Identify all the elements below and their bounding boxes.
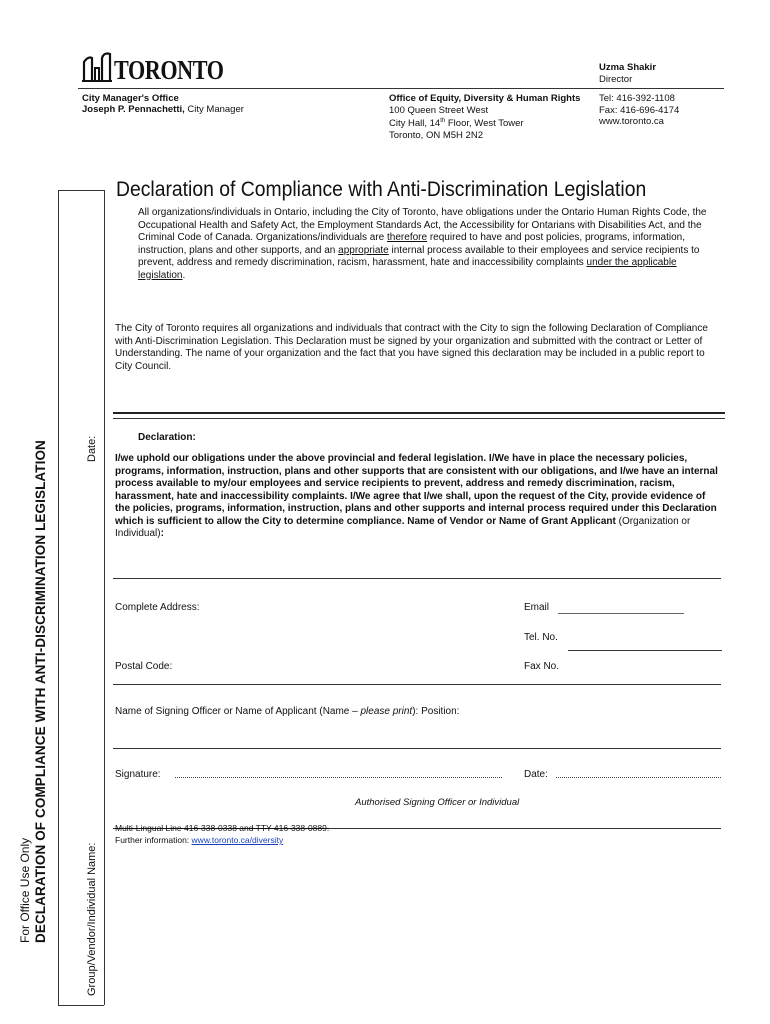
signature-field[interactable]: [175, 777, 502, 778]
section-divider-thin: [113, 418, 725, 419]
director-title: Director: [599, 74, 633, 85]
address-section-line: [113, 684, 721, 685]
web-line: www.toronto.ca: [599, 116, 664, 127]
office-date-label: Date:: [86, 435, 98, 462]
email-label: Email: [524, 602, 550, 613]
signing-officer-field[interactable]: [113, 748, 721, 749]
signature-label: Signature:: [115, 769, 161, 780]
complete-address-label: Complete Address:: [115, 602, 200, 613]
tel-line: Tel: 416-392-1108: [599, 93, 675, 104]
further-information: Further information: www.toronto.ca/diversity: [115, 835, 284, 845]
office-use-border-top: [58, 190, 104, 191]
authorised-signing-caption: Authorised Signing Officer or Individual: [355, 797, 520, 808]
header-rule-right: [591, 88, 724, 89]
city-manager-title: City Manager: [187, 104, 244, 115]
fax-line: Fax: 416-696-4174: [599, 104, 680, 116]
address-line-3: Toronto, ON M5H 2N2: [389, 129, 483, 141]
address-line-2: City Hall, 14th Floor, West Tower: [389, 118, 524, 130]
tel-no-label: Tel. No.: [524, 632, 558, 643]
address-line-1: 100 Queen Street West: [389, 104, 489, 116]
tel-no-field[interactable]: [568, 650, 722, 651]
fax-no-label: Fax No.: [524, 661, 560, 672]
date-field[interactable]: [556, 777, 721, 778]
office-use-border-left: [58, 190, 59, 1005]
office-use-border-right: [104, 190, 105, 1005]
intro-paragraph-1: All organizations/individuals in Ontario, including the City of Toronto, have obligations under the Ontario Human Rights Code, the Occupational Health and Safety Act, the Employment Standards Act, the Accessibility for Ontarians with Disabilities Act, and the Criminal Code of Canada. Organizations/individuals are therefore required to have and post policies, programs, information, instruction, plans and other supports, and an appropriate internal process available to their employees and service recipients to prevent, address and remedy discrimination, racism, harassment, hate and inaccessibility complaints under the applicable legislation.: [138, 207, 707, 281]
intro-paragraph-2: The City of Toronto requires all organizations and individuals that contract with the City to sign the following Declaration of Compliance with Anti-Discrimination Legislation. This Declaration must be signed by your organization and submitted with the contract or Letter of Understanding. The name of your organization and the fact that you have signed this declaration may be included in a public report to City Council.: [115, 323, 708, 372]
city-manager-line: [82, 104, 244, 116]
logo-wordmark: TORONTO: [114, 55, 224, 85]
complete-address-field[interactable]: [210, 602, 500, 616]
postal-code-label: Postal Code:: [115, 661, 173, 672]
email-field[interactable]: [558, 613, 684, 614]
office-address-block: [389, 93, 580, 141]
declaration-heading: Declaration:: [138, 432, 196, 443]
city-manager-office: City Manager's Office: [82, 93, 179, 104]
diversity-link[interactable]: www.toronto.ca/diversity: [191, 835, 284, 845]
contact-block: [599, 93, 679, 128]
city-manager-name: Joseph P. Pennachetti,: [82, 104, 185, 115]
section-divider: [113, 412, 725, 414]
declaration-text: I/we uphold our obligations under the above provincial and federal legislation. I/We have in place the necessary policies, programs, information, instruction, plans and other supports that are consistent with our obligations, and I/we have an internal process available to my/our employees and service recipients to prevent, address and remedy discrimination, racism, harassment, hate and inaccessibility complaints. I/We agree that I/we shall, upon the request of the City, provide evidence of the policies, programs, information, instruction, plans and other supports and internal process required under this Declaration which is sufficient to allow the City to determine compliance. Name of Vendor or Name of Grant Applicant (Organization or Individual):: [115, 453, 718, 539]
director-name: Uzma Shakir: [599, 62, 657, 73]
toronto-logo: [82, 52, 224, 85]
office-use-border-bottom: [58, 1005, 104, 1006]
office-name: Office of Equity, Diversity & Human Rights: [389, 93, 581, 104]
office-group-name-label: Group/Vendor/Individual Name:: [86, 842, 98, 996]
signing-officer-label: Name of Signing Officer or Name of Applicant (Name – please print): Position:: [115, 706, 460, 717]
page-title: Declaration of Compliance with Anti-Discrimination Legislation: [116, 177, 647, 201]
office-use-label: For Office Use Only: [18, 837, 32, 943]
side-declaration-title: DECLARATION OF COMPLIANCE WITH ANTI-DISCRIMINATION LEGISLATION: [33, 440, 48, 943]
date-label: Date:: [524, 769, 548, 780]
vendor-name-line: [113, 578, 721, 579]
multilingual-line: Multi-Lingual Line 416-338-0338 and TTY 416-338-0889.: [115, 823, 330, 833]
city-hall-icon: [82, 52, 112, 82]
